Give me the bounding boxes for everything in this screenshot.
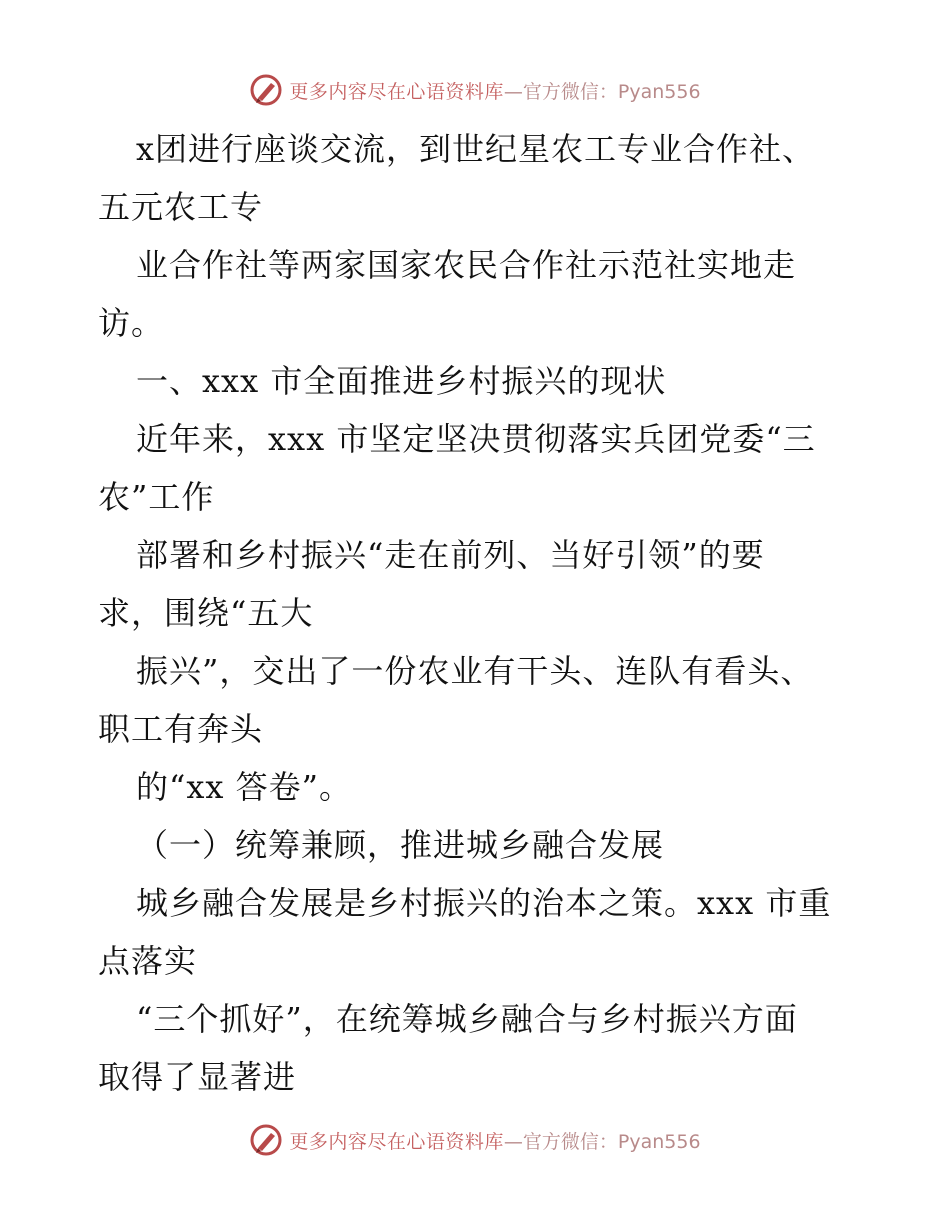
document-body bbox=[98, 120, 858, 1106]
text-line: 农”工作 bbox=[98, 478, 215, 516]
pen-logo-icon bbox=[249, 73, 283, 107]
text-line: 职工有奔头 bbox=[98, 710, 264, 748]
header-watermark bbox=[0, 70, 950, 110]
text-line: x团进行座谈交流，到世纪星农工专业合作社、 bbox=[136, 130, 816, 168]
text-line: “三个抓好”，在统筹城乡融合与乡村振兴方面 bbox=[136, 1000, 798, 1038]
watermark-contact: —官方微信：Pyan556 bbox=[503, 1130, 701, 1153]
text-line: 业合作社等两家国家农民合作社示范社实地走 bbox=[136, 246, 797, 284]
text-line: 访。 bbox=[98, 304, 165, 342]
footer-watermark bbox=[0, 1120, 950, 1160]
text-line: 振兴”，交出了一份农业有干头、连队有看头、 bbox=[136, 652, 814, 690]
text-line: 部署和乡村振兴“走在前列、当好引领”的要 bbox=[136, 536, 765, 574]
watermark-contact: —官方微信：Pyan556 bbox=[503, 80, 701, 103]
text-line: 求，围绕“五大 bbox=[98, 594, 314, 632]
text-line: 的“xx 答卷”。 bbox=[136, 768, 352, 806]
text-line: 一、xxx 市全面推进乡村振兴的现状 bbox=[136, 362, 667, 400]
text-line: 城乡融合发展是乡村振兴的治本之策。xxx 市重 bbox=[136, 884, 832, 922]
text-line: 五元农工专 bbox=[98, 188, 264, 226]
text-line: 取得了显著进 bbox=[98, 1058, 297, 1096]
text-line: 点落实 bbox=[98, 942, 198, 980]
watermark-brand: 更多内容尽在心语资料库 bbox=[289, 80, 504, 103]
watermark-brand: 更多内容尽在心语资料库 bbox=[289, 1130, 504, 1153]
text-line: （一）统筹兼顾，推进城乡融合发展 bbox=[136, 826, 665, 864]
pen-logo-icon bbox=[249, 1123, 283, 1157]
text-line: 近年来，xxx 市坚定坚决贯彻落实兵团党委“三 bbox=[136, 420, 816, 458]
